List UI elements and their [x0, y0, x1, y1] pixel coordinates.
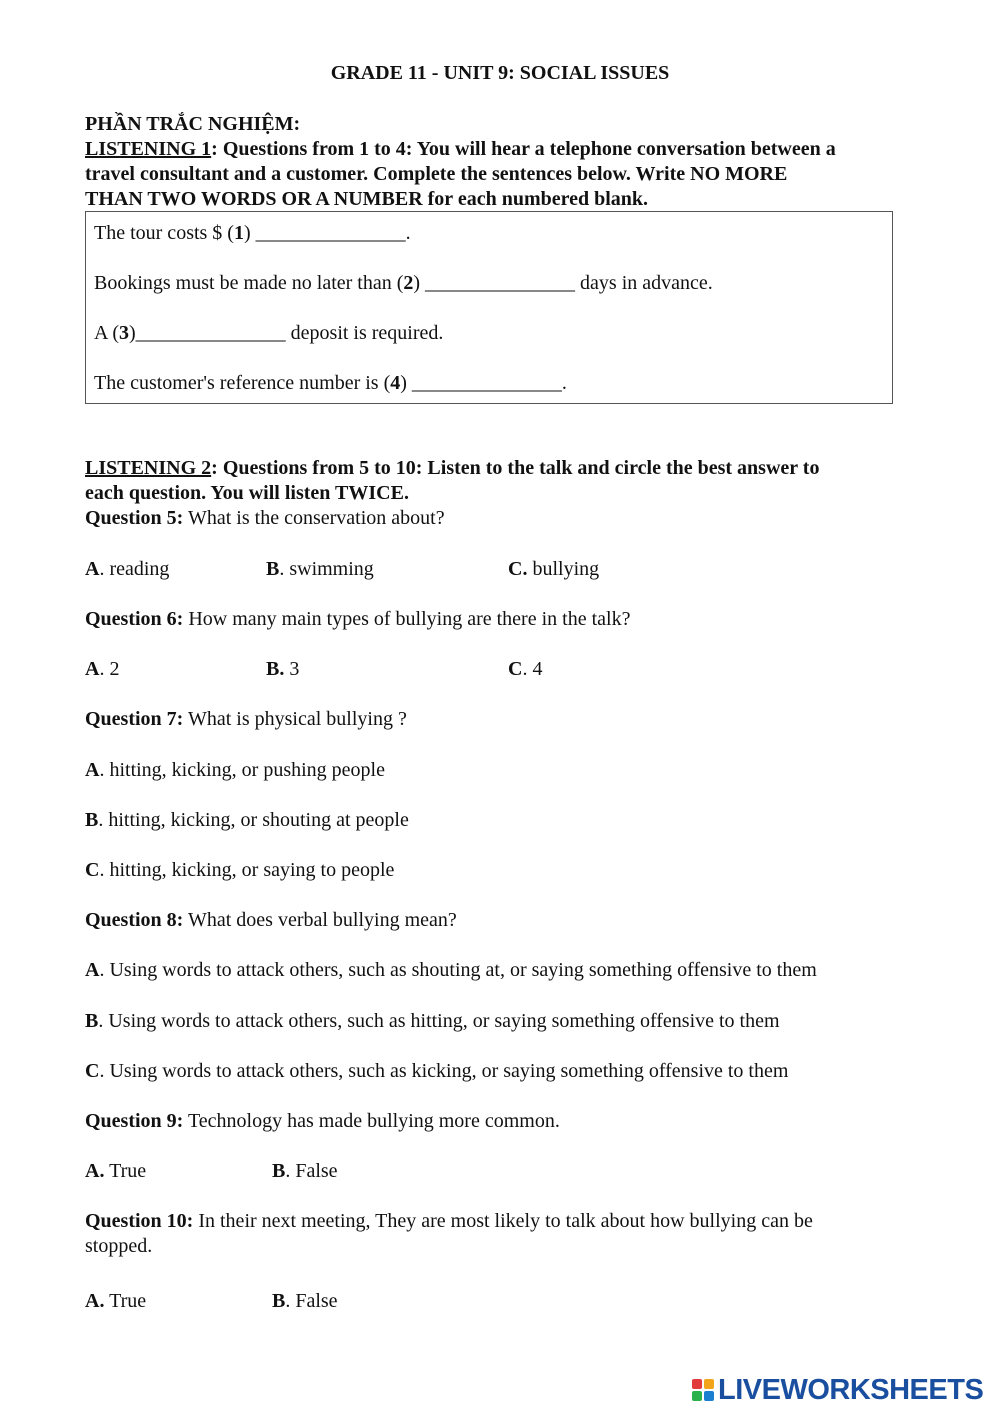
question-8: Question 8: What does verbal bullying mean?: [85, 909, 457, 931]
liveworksheets-logo-icon: [692, 1379, 714, 1401]
q10-option-b[interactable]: B. False: [272, 1290, 338, 1312]
listening2-instructions-line2: each question. You will listen TWICE.: [85, 482, 409, 504]
liveworksheets-logo: [692, 1374, 983, 1406]
listening1-label: LISTENING 1: [85, 138, 212, 160]
listening1-instructions: LISTENING 1: Questions from 1 to 4: You will hear a telephone conversation between a: [85, 138, 836, 160]
question-6: Question 6: How many main types of bullying are there in the talk?: [85, 608, 631, 630]
q6-option-c[interactable]: C. 4: [508, 658, 543, 680]
q8-option-c[interactable]: C. Using words to attack others, such as kicking, or saying something offensive to them: [85, 1060, 789, 1082]
section-heading: PHẦN TRẮC NGHIỆM:: [85, 113, 301, 135]
q8-option-b[interactable]: B. Using words to attack others, such as hitting, or saying something offensive to them: [85, 1010, 780, 1032]
q6-option-b[interactable]: B. 3: [266, 658, 300, 680]
question-10-line2: stopped.: [85, 1235, 153, 1257]
question-7: Question 7: What is physical bullying ?: [85, 708, 407, 730]
logo-square-green: [692, 1391, 702, 1401]
listening1-instructions-line2: travel consultant and a customer. Complete the sentences below. Write NO MORE: [85, 163, 788, 185]
listening2-instructions: LISTENING 2: Questions from 5 to 10: Listen to the talk and circle the best answer to: [85, 457, 820, 479]
q10-option-a[interactable]: A. True: [85, 1290, 147, 1312]
logo-square-orange: [704, 1379, 714, 1389]
q7-option-c[interactable]: C. hitting, kicking, or saying to people: [85, 859, 395, 881]
q5-option-c[interactable]: C. bullying: [508, 558, 600, 580]
question-9: Question 9: Technology has made bullying more common.: [85, 1110, 560, 1132]
q9-option-a[interactable]: A. True: [85, 1160, 147, 1182]
question-10: Question 10: In their next meeting, They are most likely to talk about how bullying can be: [85, 1210, 813, 1232]
q7-option-b[interactable]: B. hitting, kicking, or shouting at people: [85, 809, 409, 831]
blank-item-1[interactable]: The tour costs $ (1) _______________.: [94, 222, 411, 244]
listening1-instructions-line3: THAN TWO WORDS OR A NUMBER for each numbered blank.: [85, 188, 649, 210]
q8-option-a[interactable]: A. Using words to attack others, such as shouting at, or saying something offensive to them: [85, 959, 817, 981]
blank-item-3[interactable]: A (3)_______________ deposit is required.: [94, 322, 444, 344]
blank-item-4[interactable]: The customer's reference number is (4) _______________.: [94, 372, 567, 394]
q9-option-b[interactable]: B. False: [272, 1160, 338, 1182]
logo-square-red: [692, 1379, 702, 1389]
q6-option-a[interactable]: A. 2: [85, 658, 120, 680]
blank-item-2[interactable]: Bookings must be made no later than (2) _______________ days in advance.: [94, 272, 713, 294]
q5-option-a[interactable]: A. reading: [85, 558, 170, 580]
listening2-label: LISTENING 2: [85, 457, 212, 479]
q5-option-b[interactable]: B. swimming: [266, 558, 374, 580]
q7-option-a[interactable]: A. hitting, kicking, or pushing people: [85, 759, 385, 781]
liveworksheets-text: LIVEWORKSHEETS: [718, 1373, 984, 1406]
logo-square-blue: [704, 1391, 714, 1401]
page-title: GRADE 11 - UNIT 9: SOCIAL ISSUES: [330, 62, 670, 84]
question-5: Question 5: What is the conservation about?: [85, 507, 445, 529]
